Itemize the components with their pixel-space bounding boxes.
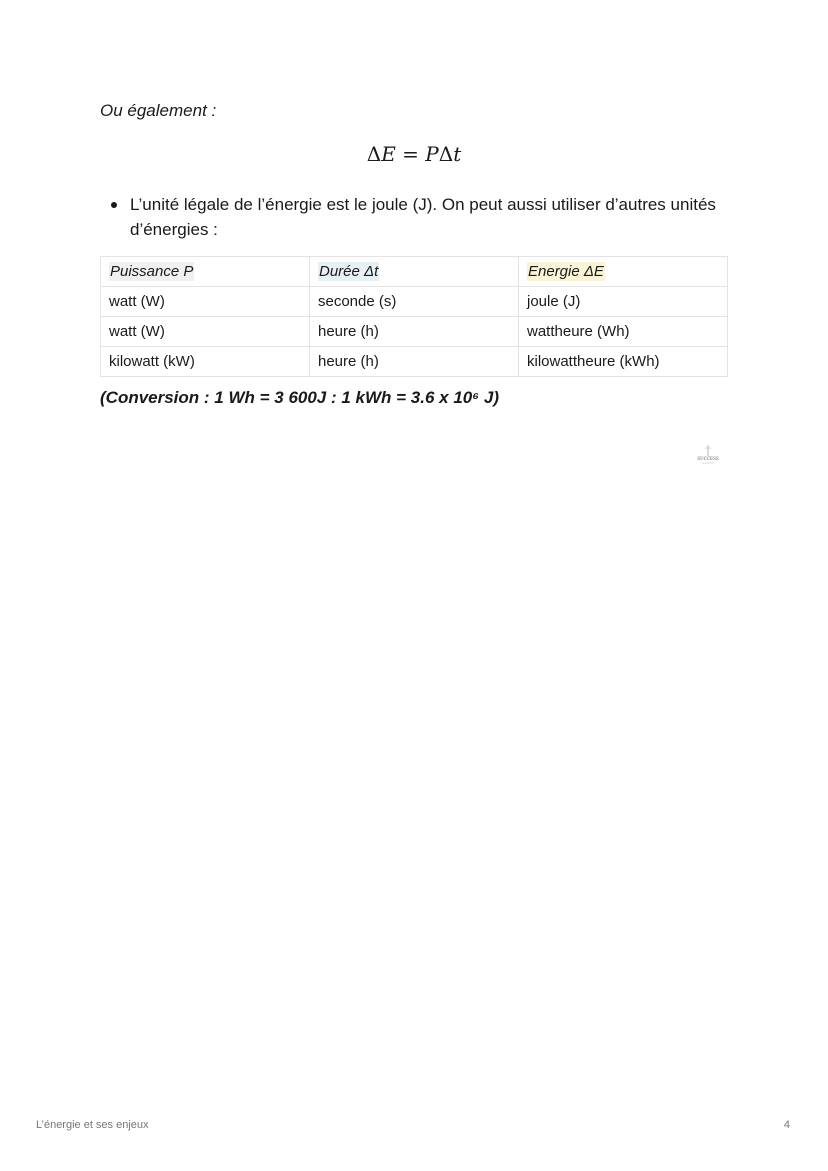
- table-row: [101, 287, 728, 317]
- energy-formula: [0, 142, 828, 166]
- table-cell: seconde (s): [310, 287, 519, 317]
- table-cell: watt (W): [101, 317, 310, 347]
- logo-text: SUCCESS: [697, 456, 719, 461]
- header-duration: Durée Δt: [319, 263, 379, 280]
- formula-equals: =: [395, 142, 426, 166]
- table-cell: kilowattheure (kWh): [519, 347, 728, 377]
- table-header-row: [101, 257, 728, 287]
- table-row: [101, 317, 728, 347]
- table-cell: wattheure (Wh): [519, 317, 728, 347]
- table-row: [101, 347, 728, 377]
- formula-delta: Δ: [438, 142, 454, 166]
- formula-delta: Δ: [366, 142, 382, 166]
- formula-energy-symbol: E: [381, 142, 396, 166]
- table-cell: kilowatt (kW): [101, 347, 310, 377]
- table-header-cell: [101, 257, 310, 287]
- footer-page-number: 4: [783, 1119, 790, 1131]
- formula-power-symbol: P: [425, 142, 439, 166]
- table-cell: watt (W): [101, 287, 310, 317]
- success-logo-icon: [693, 444, 723, 466]
- table-cell: heure (h): [310, 317, 519, 347]
- list-item: [100, 192, 730, 242]
- table-header-cell: [519, 257, 728, 287]
- table-header-cell: [310, 257, 519, 287]
- bullet-text: L’unité légale de l’énergie est le joule (J). On peut aussi utiliser d’autres unités d’énergies :: [130, 195, 716, 239]
- bullet-list: [100, 192, 730, 242]
- conversion-note: (Conversion : 1 Wh = 3 600J : 1 kWh = 3.6 x 10⁶ J): [100, 388, 499, 407]
- table-cell: joule (J): [519, 287, 728, 317]
- energy-units-table: [100, 256, 728, 377]
- header-power: Puissance P: [110, 263, 194, 280]
- formula-time-symbol: t: [453, 142, 462, 166]
- intro-text: Ou également :: [100, 101, 217, 120]
- bullet-dot-icon: [111, 202, 117, 208]
- footer-document-title: L’énergie et ses enjeux: [36, 1119, 149, 1131]
- table-cell: heure (h): [310, 347, 519, 377]
- header-energy: Energie ΔE: [528, 263, 604, 280]
